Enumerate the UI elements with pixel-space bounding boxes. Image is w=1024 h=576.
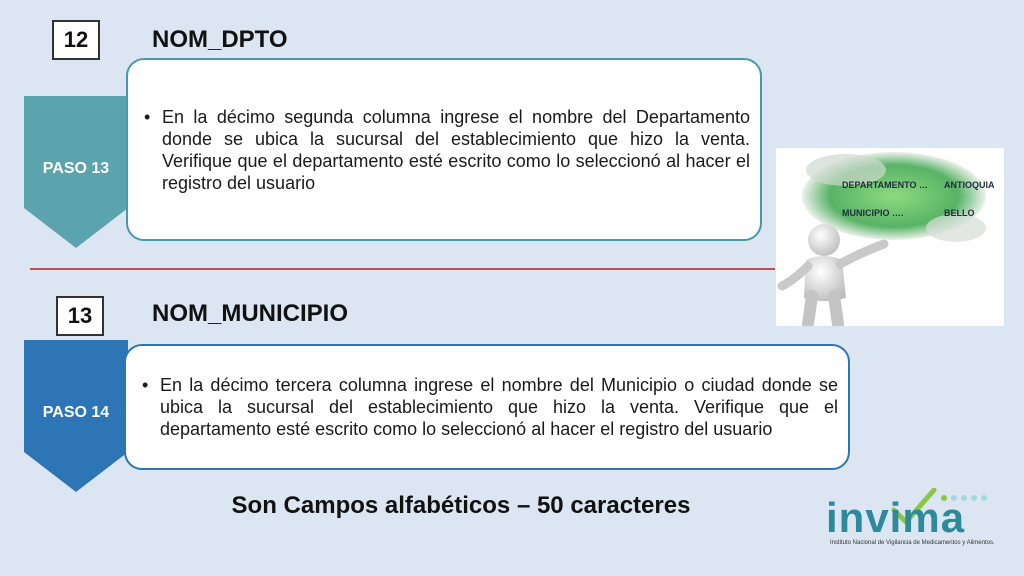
step-number: 12 <box>63 27 89 52</box>
paso-label: PASO 14 <box>42 404 110 421</box>
instruction-card <box>126 58 762 241</box>
illustration <box>776 148 1004 326</box>
figure-globe-illustration <box>776 148 1004 326</box>
paso-chevron <box>22 96 130 248</box>
step-number: 13 <box>67 303 93 328</box>
instruction-list <box>142 106 750 194</box>
instruction-text: • En la décimo tercera columna ingrese el nombre del Municipio o ciudad donde se ubica la sucursal del establecimiento que hizo la venta. Verifique que el departamento esté escrito como lo seleccionó al hacer el registro del usuario <box>140 374 838 440</box>
logo-word: invima <box>826 494 966 541</box>
invima-logo <box>826 488 996 554</box>
field-title: NOM_MUNICIPIO <box>152 300 349 327</box>
mun-value: BELLO <box>944 208 975 218</box>
instruction-list <box>140 374 838 440</box>
step-number-box <box>56 296 104 336</box>
paso-chevron <box>22 340 130 492</box>
instruction-card <box>124 344 850 470</box>
paso-label: PASO 13 <box>42 160 110 177</box>
section-divider <box>30 268 775 270</box>
logo-subtitle: Instituto Nacional de Vigilancia de Medicamentos y Alimentos. <box>830 540 995 546</box>
footer-note: Son Campos alfabéticos – 50 caracteres <box>231 492 691 519</box>
dep-label: DEPARTAMENTO … <box>842 180 929 190</box>
field-title: NOM_DPTO <box>152 26 288 53</box>
instruction-text: • En la décimo segunda columna ingrese el nombre del Departamento donde se ubica la sucursal del establecimiento que hizo la venta. Verifique que el departamento esté escrito como lo seleccionó al hacer el registro del usuario <box>142 106 750 194</box>
step-number-box <box>52 20 100 60</box>
mun-label: MUNICIPIO …. <box>842 208 904 218</box>
dep-value: ANTIOQUIA <box>944 180 995 190</box>
